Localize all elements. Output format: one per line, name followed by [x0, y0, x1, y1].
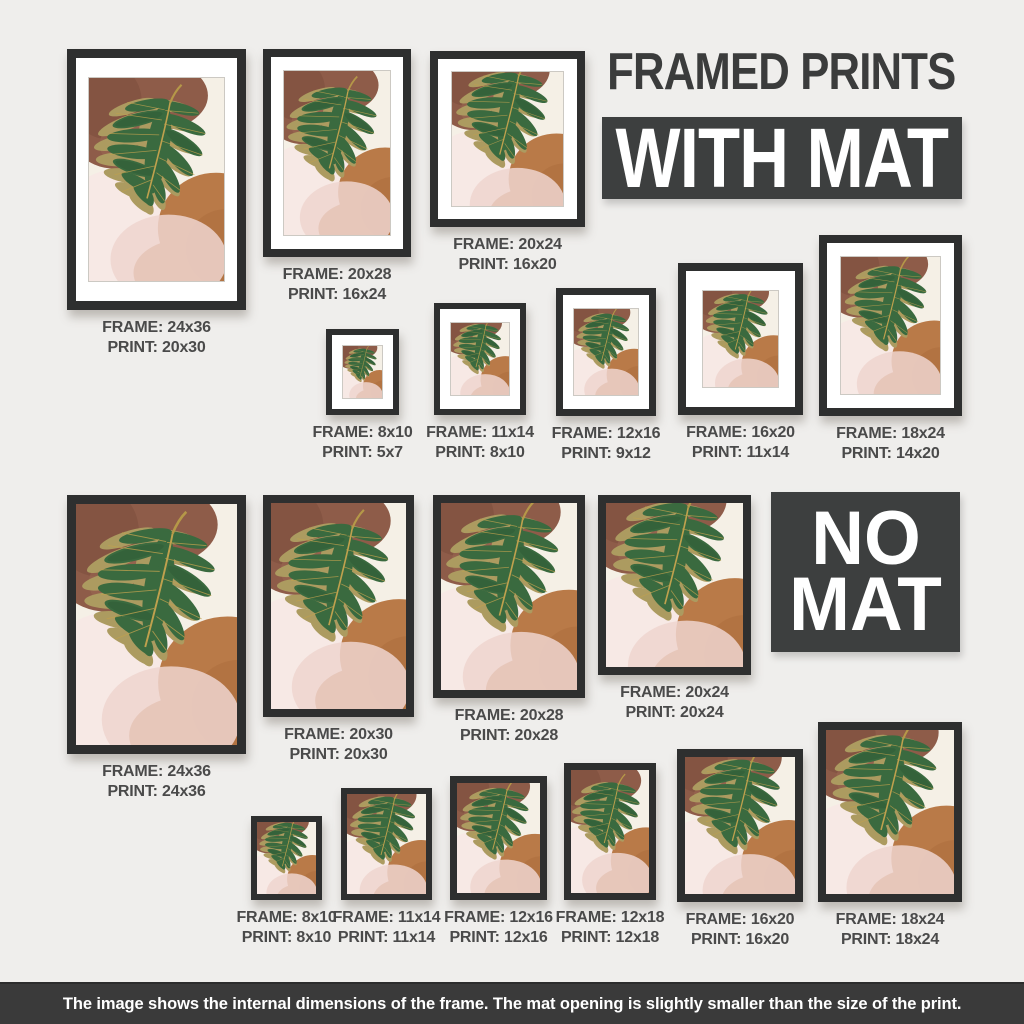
frame — [564, 763, 656, 900]
framed-print-nomat-11x14 — [332, 788, 441, 946]
frame — [251, 816, 322, 900]
frame-size-label: FRAME: 12x16 — [444, 909, 553, 926]
frame — [678, 263, 803, 415]
print-size-label: PRINT: 16x24 — [287, 286, 387, 303]
size-label — [790, 910, 990, 950]
monstera-art — [257, 822, 316, 894]
monstera-art — [685, 757, 795, 894]
framed-print-nomat-12x16 — [444, 776, 553, 946]
monstera-art — [606, 503, 743, 667]
print-artwork — [441, 503, 577, 690]
framed-print-nomat-18x24 — [818, 722, 962, 948]
print-artwork — [457, 783, 540, 893]
monstera-art — [703, 291, 778, 387]
no-mat-badge-line2: MAT — [789, 562, 942, 647]
frame-size-label: FRAME: 16x20 — [685, 911, 795, 928]
with-mat-badge — [602, 110, 962, 205]
frame-size-label: FRAME: 20x24 — [620, 684, 729, 701]
print-in-mat-opening — [703, 291, 778, 387]
framed-print-nomat-8x10 — [236, 816, 337, 946]
print-size-label: PRINT: 16x20 — [458, 256, 557, 273]
frame — [819, 235, 962, 416]
page-title-text: FRAMED PRINTS — [606, 43, 956, 101]
print-in-mat-opening — [284, 71, 390, 235]
frame — [263, 495, 414, 717]
frame-size-label: FRAME: 12x16 — [551, 425, 661, 442]
frame — [556, 288, 656, 416]
print-artwork — [257, 822, 316, 894]
size-label — [408, 235, 608, 275]
print-size-label: PRINT: 20x28 — [459, 727, 559, 744]
monstera-art — [457, 783, 540, 893]
frame — [67, 495, 246, 754]
frame-size-label: FRAME: 11x14 — [332, 909, 441, 926]
print-size-label: PRINT: 14x20 — [841, 445, 940, 462]
print-size-label: PRINT: 16x20 — [690, 931, 790, 948]
monstera-art — [574, 309, 638, 395]
print-size-label: PRINT: 5x7 — [322, 444, 403, 461]
frame-size-label: FRAME: 11x14 — [426, 424, 534, 441]
framed-print-nomat-24x36 — [67, 495, 246, 800]
print-artwork — [826, 730, 954, 894]
framed-print-mat-12x16 — [551, 288, 661, 462]
frame — [67, 49, 246, 310]
no-mat-badge — [771, 492, 960, 652]
monstera-art — [347, 794, 426, 894]
print-in-mat-opening — [841, 257, 940, 394]
monstera-art — [284, 71, 390, 235]
monstera-art — [826, 730, 954, 894]
framed-print-nomat-20x30 — [263, 495, 414, 763]
frame-size-label: FRAME: 18x24 — [836, 425, 945, 442]
print-in-mat-opening — [451, 323, 509, 395]
frame-size-label: FRAME: 8x10 — [312, 424, 413, 441]
print-in-mat-opening — [574, 309, 638, 395]
frame-size-label: FRAME: 24x36 — [102, 763, 211, 780]
print-size-label: PRINT: 20x24 — [625, 704, 724, 721]
print-size-label: PRINT: 11x14 — [337, 929, 436, 946]
print-size-label: PRINT: 8x10 — [241, 929, 332, 946]
print-size-label: PRINT: 12x18 — [560, 929, 660, 946]
monstera-art — [89, 78, 224, 281]
frame-size-label: FRAME: 20x28 — [454, 707, 564, 724]
framed-print-mat-20x24 — [430, 51, 585, 273]
print-artwork — [76, 504, 237, 745]
monstera-art — [841, 257, 940, 394]
print-size-label: PRINT: 11x14 — [691, 444, 790, 461]
size-label — [57, 318, 257, 358]
framed-print-nomat-20x28 — [433, 495, 585, 744]
monstera-art — [441, 503, 577, 690]
with-mat-badge-text: WITH MAT — [615, 110, 949, 205]
frame — [677, 749, 803, 902]
frame — [326, 329, 399, 415]
frame-size-label: FRAME: 8x10 — [236, 909, 337, 926]
print-artwork — [271, 503, 406, 709]
frame-size-label: FRAME: 12x18 — [555, 909, 665, 926]
print-artwork — [606, 503, 743, 667]
size-label — [791, 424, 991, 464]
frame — [341, 788, 432, 900]
print-in-mat-opening — [452, 72, 563, 206]
frame — [598, 495, 751, 675]
size-label — [57, 762, 257, 802]
frame-size-label: FRAME: 24x36 — [102, 319, 211, 336]
framed-print-mat-24x36 — [67, 49, 246, 356]
frame — [430, 51, 585, 227]
frame — [263, 49, 411, 257]
framed-print-mat-18x24 — [819, 235, 962, 462]
monstera-art — [76, 504, 237, 745]
monstera-art — [452, 72, 563, 206]
monstera-art — [271, 503, 406, 709]
disclaimer-bar — [0, 982, 1024, 1024]
print-size-label: PRINT: 9x12 — [561, 445, 651, 462]
framed-print-nomat-12x18 — [555, 763, 665, 946]
frame-size-label: FRAME: 20x24 — [453, 236, 562, 253]
framed-print-mat-20x28 — [263, 49, 411, 303]
print-artwork — [685, 757, 795, 894]
framed-print-mat-8x10 — [312, 329, 413, 461]
print-size-label: PRINT: 18x24 — [840, 931, 940, 948]
monstera-art — [343, 346, 382, 398]
frame — [434, 303, 526, 415]
frame — [433, 495, 585, 698]
print-artwork — [571, 770, 649, 893]
framed-print-mat-16x20 — [678, 263, 803, 461]
frame-size-label: FRAME: 20x28 — [282, 266, 392, 283]
print-in-mat-opening — [89, 78, 224, 281]
print-size-label: PRINT: 24x36 — [107, 783, 206, 800]
print-in-mat-opening — [343, 346, 382, 398]
no-mat-badge-line1: NO — [810, 496, 921, 581]
framed-print-nomat-20x24 — [598, 495, 751, 721]
print-size-label: PRINT: 20x30 — [289, 746, 388, 763]
print-size-label: PRINT: 8x10 — [435, 444, 525, 461]
print-size-label: PRINT: 20x30 — [107, 339, 206, 356]
framed-print-nomat-16x20 — [677, 749, 803, 948]
page-title — [600, 42, 962, 102]
frame-size-label: FRAME: 20x30 — [284, 726, 393, 743]
size-label — [575, 683, 775, 723]
print-artwork — [347, 794, 426, 894]
print-size-label: PRINT: 12x16 — [449, 929, 548, 946]
disclaimer-text: The image shows the internal dimensions of the frame. The mat opening is slightly smaller than the size of the print. — [62, 994, 962, 1013]
framed-print-mat-11x14 — [426, 303, 534, 461]
frame-size-label: FRAME: 18x24 — [835, 911, 945, 928]
frame — [818, 722, 962, 902]
monstera-art — [451, 323, 509, 395]
frame-size-label: FRAME: 16x20 — [686, 424, 795, 441]
frame — [450, 776, 547, 900]
monstera-art — [571, 770, 649, 893]
